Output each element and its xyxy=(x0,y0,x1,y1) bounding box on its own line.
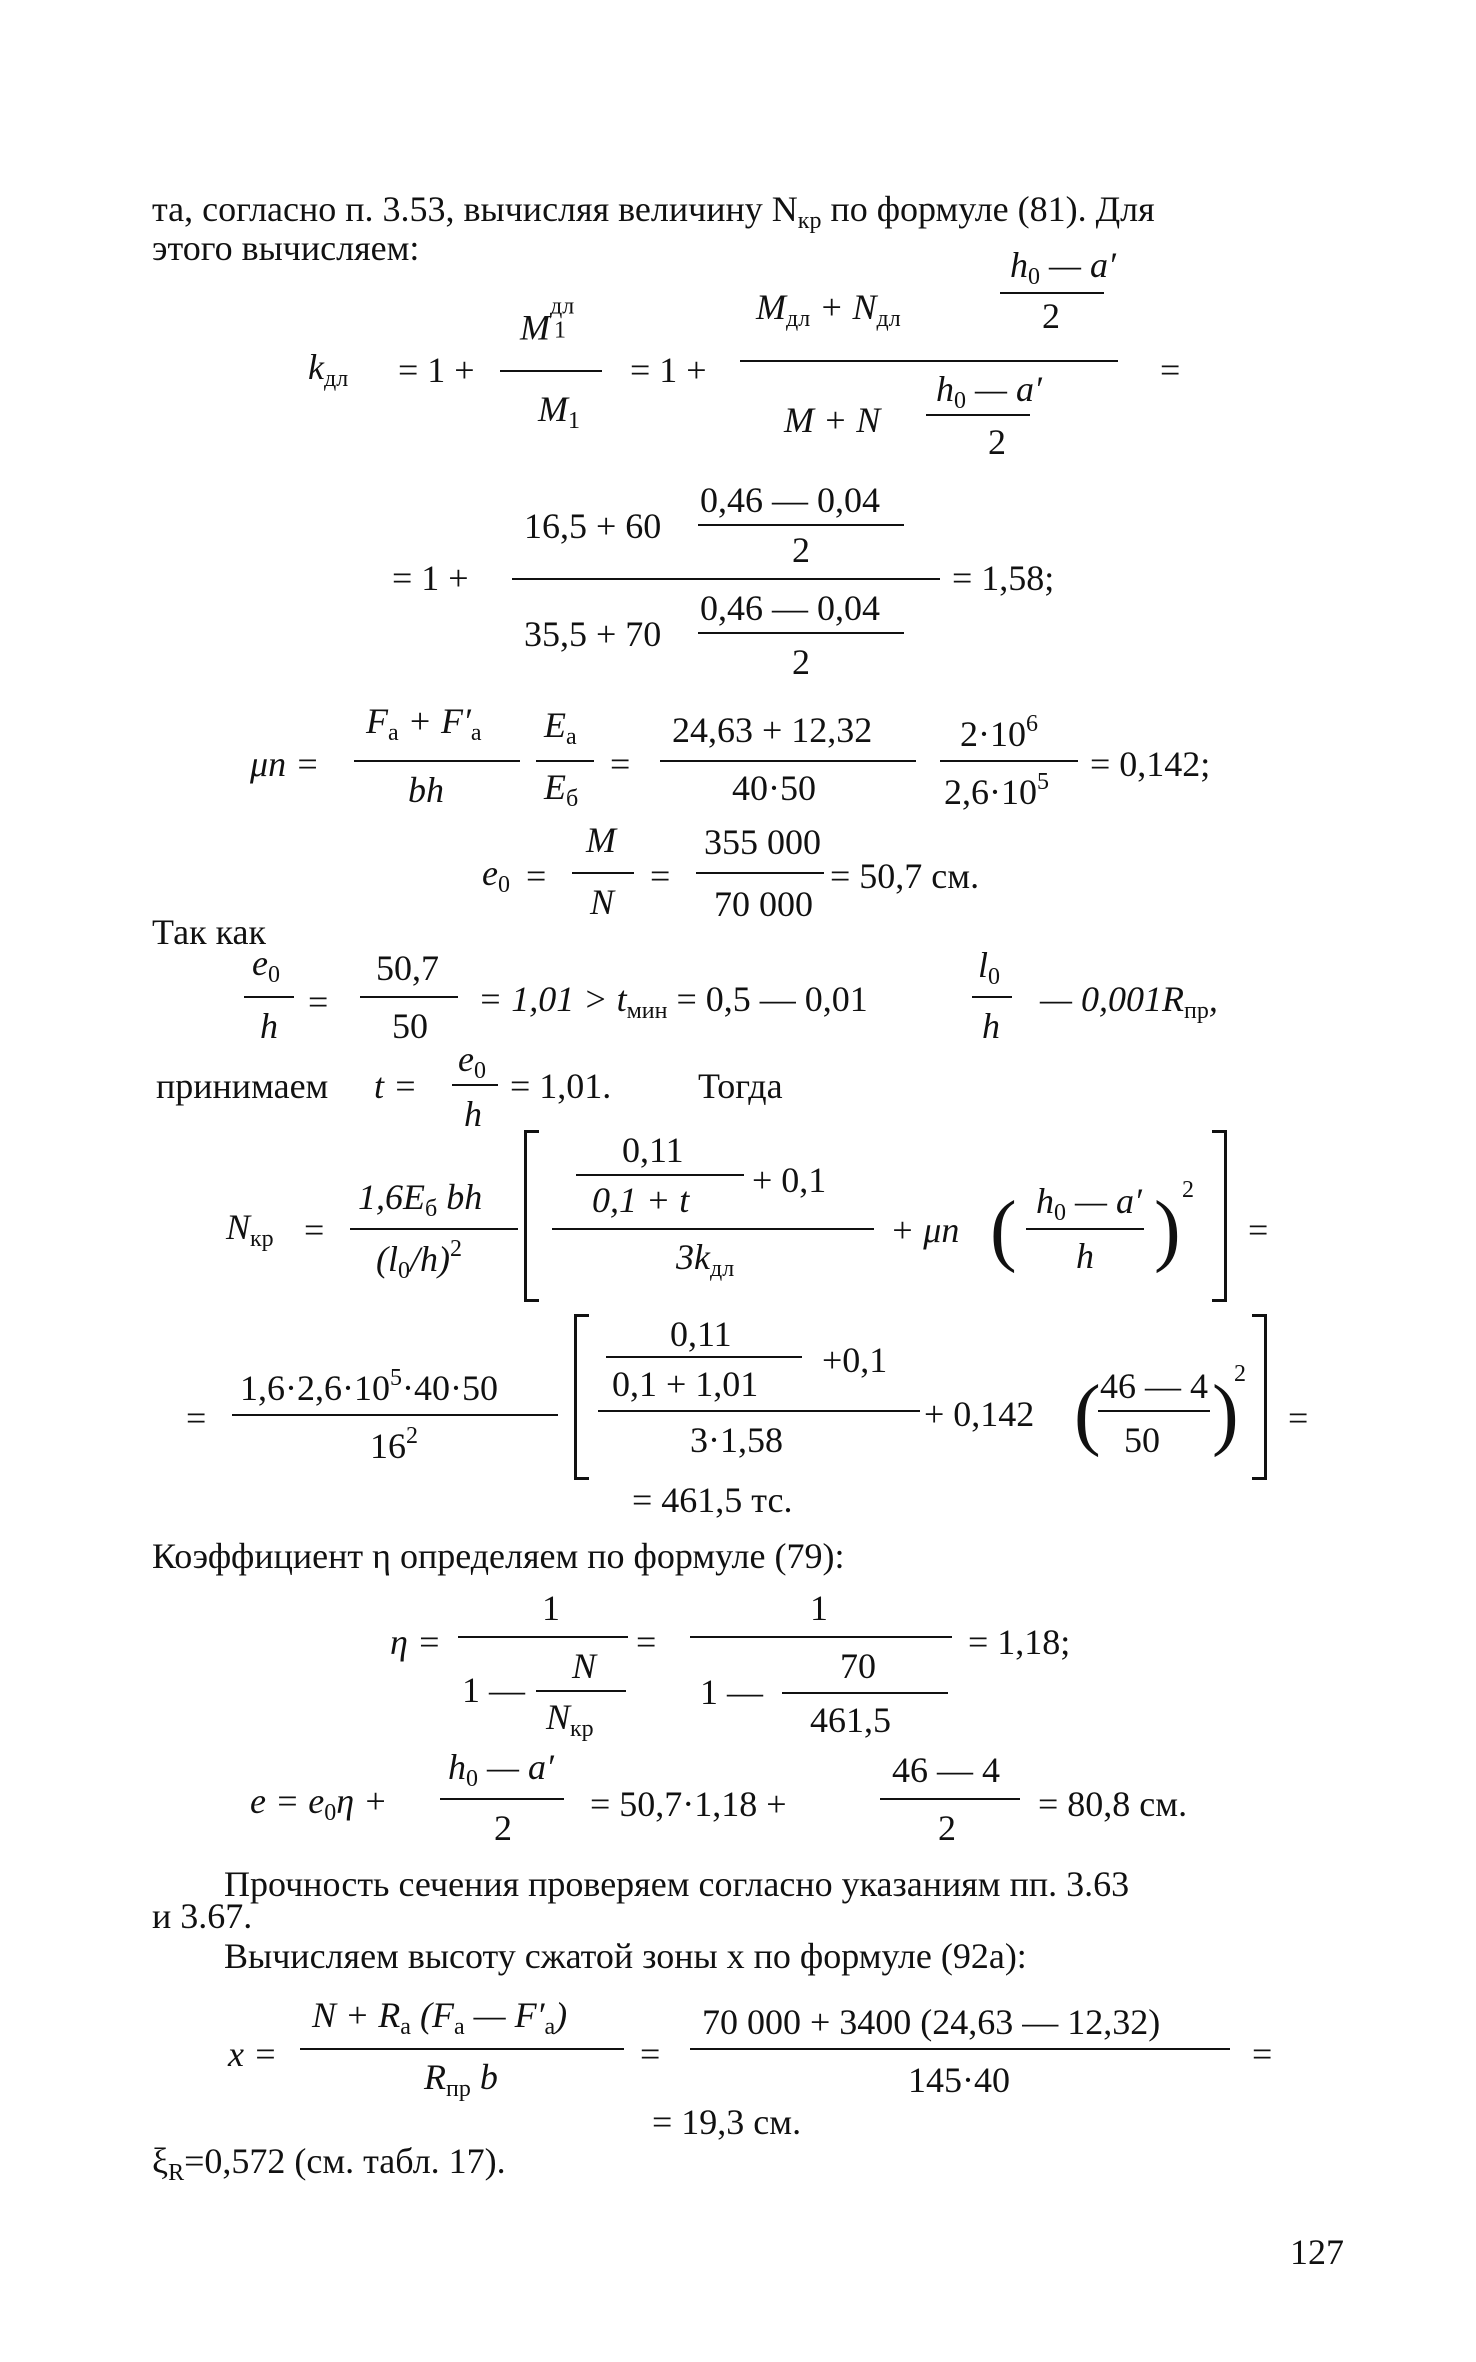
mun-f1-bar xyxy=(354,760,520,762)
x-f1-den: R xyxy=(424,2057,446,2097)
e-lhs-rest: η + xyxy=(336,1781,388,1821)
x-result: = 19,3 см. xyxy=(652,2102,802,2142)
e-lhs: e = e xyxy=(250,1781,325,1821)
e0-f1-num: M xyxy=(586,820,616,860)
ratio-mid-sub: мин xyxy=(626,998,668,1024)
nkr2-result: = 461,5 тс. xyxy=(632,1480,793,1520)
e-mid: = 50,7·1,18 + xyxy=(590,1784,787,1824)
x-f1-num-end: ) xyxy=(555,1995,568,2035)
e0-result: = 50,7 см. xyxy=(830,856,980,896)
mun-f2-den: E xyxy=(544,767,566,807)
mun-eq: = xyxy=(610,744,631,784)
intro-text-sub: кр xyxy=(797,208,822,234)
x-eq: = xyxy=(640,2034,661,2074)
mun-f2-num: E xyxy=(544,705,566,745)
page-number: 127 xyxy=(1290,2232,1344,2272)
mun-f2-bar xyxy=(536,760,594,762)
nkr2-eq-end: = xyxy=(1288,1398,1309,1438)
prochnost-line-1: Прочность сечения проверяем согласно указаниям пп. 3.63 xyxy=(224,1864,1130,1904)
nkr-lhs-sub: кр xyxy=(250,1226,274,1252)
nkr-f1-den-rest: /h) xyxy=(410,1239,450,1279)
ratio-f3-den: h xyxy=(982,1006,1000,1046)
mun-f4-bar xyxy=(940,760,1078,762)
nkr-eq: = xyxy=(304,1210,325,1250)
ratio-f1-bar xyxy=(244,996,294,998)
nkr-bracket-left xyxy=(524,1130,539,1302)
nkr2-p-sup: 2 xyxy=(1234,1361,1246,1387)
eta-lhs: η = xyxy=(390,1622,442,1662)
kdl-m1dl-sub: 1 xyxy=(554,317,566,344)
eta-f1-den-den: N xyxy=(546,1697,571,1737)
nkr2-big-bar xyxy=(598,1410,920,1412)
eta-f1-bar xyxy=(458,1636,628,1638)
nkr2-f1-num-rest: ·40·50 xyxy=(401,1368,498,1408)
nkr2-eq: = xyxy=(186,1398,207,1438)
nkr-big-den: 3k xyxy=(676,1237,710,1277)
kdl-num-n-sub: дл xyxy=(876,306,901,332)
kdl-num-plus-n: + N xyxy=(819,287,877,327)
mun-f2-den-sub: б xyxy=(566,786,579,812)
ratio-f1-num: e xyxy=(252,943,268,983)
kdl-m1-sub: 1 xyxy=(568,408,580,434)
nkr-big-den-sub: дл xyxy=(709,1256,735,1282)
nkr2-plus-mu: + 0,142 xyxy=(924,1394,1035,1434)
kdl2-eq: = 1 + xyxy=(392,558,469,598)
nkr2-f1-den-sup: 2 xyxy=(406,1423,418,1449)
mun-f1-den: bh xyxy=(408,770,444,810)
xi-sub: R xyxy=(168,2160,185,2186)
nkr2-f1-bar xyxy=(232,1414,558,1416)
prinimaem-f-bar xyxy=(452,1084,498,1086)
nkr-p-sup: 2 xyxy=(1182,1177,1194,1203)
kdl2-den-frac-bar xyxy=(698,632,904,634)
x-f1-num-rest: (F xyxy=(410,1995,454,2035)
mun-f4-num: 2·10 xyxy=(960,714,1026,754)
kdl-m1dl: M xyxy=(520,307,550,348)
ratio-mid: = 1,01 > t xyxy=(478,979,627,1019)
nkr2-paren-right: ) xyxy=(1212,1370,1239,1458)
nkr-f1-num: 1,6E xyxy=(358,1177,425,1217)
xi-rest: =0,572 (см. табл. 17). xyxy=(184,2141,506,2181)
kdl-den-hfrac-den: 2 xyxy=(988,422,1006,462)
e-result: = 80,8 см. xyxy=(1038,1784,1188,1824)
prinimaem-word: принимаем xyxy=(156,1066,329,1106)
e0-f2-bar xyxy=(696,872,824,874)
ratio-f2-num: 50,7 xyxy=(376,948,439,988)
intro-text-a: та, согласно п. 3.53, вычисляя величину N xyxy=(152,189,798,229)
prinimaem-t: t = xyxy=(374,1066,418,1106)
ratio-f3-num: l xyxy=(978,945,989,985)
nkr2-inner-bar xyxy=(606,1356,802,1358)
nkr-p-den: h xyxy=(1076,1236,1094,1276)
nkr2-bracket-left xyxy=(574,1314,589,1480)
kdl-lhs-sub: дл xyxy=(323,366,349,392)
e-f1-num-sub: 0 xyxy=(466,1766,478,1792)
eta-f1-den-bar xyxy=(536,1690,626,1692)
kdl-den-main: M + N xyxy=(784,400,881,440)
nkr-paren-left: ( xyxy=(990,1186,1017,1274)
e0-f1-den: N xyxy=(590,882,615,922)
e0-lhs: e xyxy=(482,853,498,893)
kdl-hfrac-num: h xyxy=(1010,245,1028,285)
ratio-f1-num-sub: 0 xyxy=(267,962,280,988)
x-f2-bar xyxy=(690,2048,1230,2050)
prinimaem-togda: Тогда xyxy=(698,1066,783,1106)
eta-f1-den-pre: 1 — xyxy=(462,1670,525,1710)
kdl2-den-frac-den: 2 xyxy=(792,642,810,682)
x-eq-end: = xyxy=(1252,2034,1273,2074)
e-f1-bar xyxy=(440,1798,564,1800)
eta-eq: = xyxy=(636,1622,657,1662)
nkr-p-bar xyxy=(1026,1228,1144,1230)
nkr-inner-num: 0,11 xyxy=(622,1130,684,1170)
kdl2-result: = 1,58; xyxy=(952,558,1055,598)
nkr2-paren-left: ( xyxy=(1074,1370,1101,1458)
kdl-hfrac-bar xyxy=(1000,292,1104,294)
nkr-inner-den: 0,1 + t xyxy=(592,1180,690,1220)
vychislyaem-text: Вычисляем высоту сжатой зоны x по формуле (92а): xyxy=(224,1936,1027,1976)
ratio-f2-bar xyxy=(360,996,458,998)
kdl-bigfrac-bar xyxy=(740,360,1118,362)
nkr-inner-bar xyxy=(576,1174,744,1176)
nkr-f1-bar xyxy=(350,1228,518,1230)
nkr-f1-num-sub: б xyxy=(425,1196,438,1222)
e0-f2-den: 70 000 xyxy=(714,884,813,924)
kdl-m1: M xyxy=(538,389,568,429)
e-f1-den: 2 xyxy=(494,1808,512,1848)
prinimaem-f-den: h xyxy=(464,1094,482,1134)
x-f1-den-sub: пр xyxy=(446,2076,471,2102)
xi-symbol: ξ xyxy=(152,2141,169,2181)
mun-f1-num: F xyxy=(366,701,388,741)
ratio-f3-num-sub: 0 xyxy=(988,964,1001,990)
eta-f2-den-den: 461,5 xyxy=(810,1700,891,1740)
mun-f1-num-sub: a xyxy=(388,720,399,746)
x-lhs: x = xyxy=(228,2034,278,2074)
nkr2-f1-num: 1,6·2,6·10 xyxy=(240,1368,390,1408)
e0-eq: = xyxy=(526,856,547,896)
kdl-eq-end: = xyxy=(1160,350,1181,390)
mun-f3-bar xyxy=(660,760,916,762)
kdl-den-hfrac-bar xyxy=(926,414,1030,416)
ratio-tail-sub: пр xyxy=(1184,998,1209,1024)
ratio-eq: = xyxy=(308,982,329,1022)
mun-lhs: μn = xyxy=(250,744,320,784)
e0-f2-num: 355 000 xyxy=(704,822,821,862)
intro-text-line2: этого вычисляем: xyxy=(152,228,420,268)
kdl2-num-frac-bar xyxy=(698,524,904,526)
nkr-f1-num-rest: bh xyxy=(437,1177,483,1217)
mun-f3-num: 24,63 + 12,32 xyxy=(672,710,873,750)
eta-f2-den-num: 70 xyxy=(840,1646,876,1686)
eta-f1-den-num: N xyxy=(572,1646,597,1686)
eta-f1-num: 1 xyxy=(542,1588,560,1628)
ratio-tail-end: , xyxy=(1208,979,1218,1019)
kdl-hfrac-den: 2 xyxy=(1042,296,1060,336)
nkr2-plus01: +0,1 xyxy=(822,1340,888,1380)
nkr2-p-bar xyxy=(1098,1410,1210,1412)
x-f1-bar xyxy=(300,2048,624,2050)
nkr-big-bar xyxy=(552,1228,874,1230)
nkr2-inner-den: 0,1 + 1,01 xyxy=(612,1364,759,1404)
kdl-hfrac-num-rest: — a′ xyxy=(1040,245,1116,285)
kdl-den-hfrac-num: h xyxy=(936,369,954,409)
prinimaem-val: = 1,01. xyxy=(510,1066,612,1106)
kdl-num-m-sub: дл xyxy=(786,306,811,332)
mun-f1-num-plus: + F′ xyxy=(398,701,471,741)
kdl2-num-frac-den: 2 xyxy=(792,530,810,570)
kdl2-den-frac-num: 0,46 — 0,04 xyxy=(700,588,880,628)
nkr-p-num: h xyxy=(1036,1181,1054,1221)
nkr-paren-right: ) xyxy=(1154,1186,1181,1274)
nkr-plus-mu: + μn xyxy=(890,1210,960,1250)
kdl-den-hfrac-num-rest: — a′ xyxy=(966,369,1042,409)
kdl-lhs: k xyxy=(308,347,324,387)
kdl-eq2: = 1 + xyxy=(630,350,707,390)
e-f2-num: 46 — 4 xyxy=(892,1750,1000,1790)
nkr-eq-end: = xyxy=(1248,1210,1269,1250)
intro-text-b: по формуле (81). Для xyxy=(821,189,1155,229)
e0-lhs-sub: 0 xyxy=(497,872,510,898)
mun-f1-num-sub2: a xyxy=(470,720,482,746)
nkr-bracket-right xyxy=(1212,1130,1227,1302)
nkr-lhs: N xyxy=(226,1207,251,1247)
kdl-frac1-bar xyxy=(500,370,602,372)
eta-f2-den-bar xyxy=(782,1692,948,1694)
x-f1-num-sub2: a xyxy=(453,2014,465,2040)
nkr2-f1-num-sup: 5 xyxy=(389,1365,402,1391)
e-f2-bar xyxy=(880,1798,1020,1800)
e0-f1-bar xyxy=(572,872,634,874)
mun-f3-den: 40·50 xyxy=(732,768,816,808)
ratio-tail: — 0,001R xyxy=(1040,979,1184,1019)
nkr-p-num-rest: — a′ xyxy=(1066,1181,1142,1221)
mun-result: = 0,142; xyxy=(1090,744,1211,784)
mun-f4-den-sup: 5 xyxy=(1037,769,1049,795)
nkr2-f1-den: 16 xyxy=(370,1426,406,1466)
e-f1-num: h xyxy=(448,1747,466,1787)
eta-result: = 1,18; xyxy=(968,1622,1071,1662)
kdl2-num-main: 16,5 + 60 xyxy=(524,506,662,546)
prinimaem-f-num: e xyxy=(458,1039,474,1079)
eta-f2-num: 1 xyxy=(810,1588,828,1628)
x-f2-den: 145·40 xyxy=(908,2060,1010,2100)
mun-f4-num-sup: 6 xyxy=(1026,711,1038,737)
nkr2-p-den: 50 xyxy=(1124,1420,1160,1460)
tak-kak: Так как xyxy=(152,912,266,952)
kdl2-big-bar xyxy=(512,578,940,580)
nkr2-bracket-right xyxy=(1252,1314,1267,1480)
kdl-den-hfrac-num-sub: 0 xyxy=(954,388,966,414)
e-f1-num-rest: — a′ xyxy=(478,1747,554,1787)
prinimaem-f-num-sub: 0 xyxy=(473,1058,486,1084)
x-f2-num: 70 000 + 3400 (24,63 — 12,32) xyxy=(702,2002,1161,2042)
eta-f2-bar xyxy=(690,1636,952,1638)
kdl-hfrac-num-sub: 0 xyxy=(1028,264,1040,290)
nkr2-inner-num: 0,11 xyxy=(670,1314,732,1354)
e0-eq2: = xyxy=(650,856,671,896)
kdl-num-m: M xyxy=(756,287,786,327)
ratio-mid2: = 0,5 — 0,01 xyxy=(667,979,868,1019)
ratio-f1-den: h xyxy=(260,1006,278,1046)
nkr-f1-den-sup: 2 xyxy=(450,1236,462,1262)
kdl2-num-frac-num: 0,46 — 0,04 xyxy=(700,480,880,520)
x-f1-num-rest2: — F′ xyxy=(464,1995,545,2035)
e-lhs-sub: 0 xyxy=(324,1800,337,1826)
prochnost-line-2: и 3.67. xyxy=(152,1896,253,1936)
koef-text: Коэффициент η определяем по формуле (79): xyxy=(152,1536,845,1576)
x-f1-num-sub: a xyxy=(400,2014,411,2040)
kdl2-den-main: 35,5 + 70 xyxy=(524,614,662,654)
x-f1-num: N + R xyxy=(312,1995,401,2035)
nkr-f1-den-sub: 0 xyxy=(398,1258,410,1284)
eta-f1-den-den-sub: кр xyxy=(570,1716,594,1742)
mun-f4-den: 2,6·10 xyxy=(944,772,1037,812)
nkr2-p-num: 46 — 4 xyxy=(1100,1366,1208,1406)
nkr2-big-den: 3·1,58 xyxy=(690,1420,783,1460)
ratio-f3-bar xyxy=(972,996,1012,998)
nkr-f1-den: (l xyxy=(376,1239,398,1279)
kdl-m1dl-sup: дл xyxy=(550,293,575,320)
x-f1-den-rest: b xyxy=(470,2057,498,2097)
eta-f2-den-pre: 1 — xyxy=(700,1672,763,1712)
mun-f2-num-sub: a xyxy=(566,724,577,750)
kdl-eq1: = 1 + xyxy=(398,350,475,390)
x-f1-num-sub3: a xyxy=(544,2014,556,2040)
nkr-plus01: + 0,1 xyxy=(752,1160,827,1200)
ratio-f2-den: 50 xyxy=(392,1006,428,1046)
nkr-p-num-sub: 0 xyxy=(1054,1200,1066,1226)
e-f2-den: 2 xyxy=(938,1808,956,1848)
